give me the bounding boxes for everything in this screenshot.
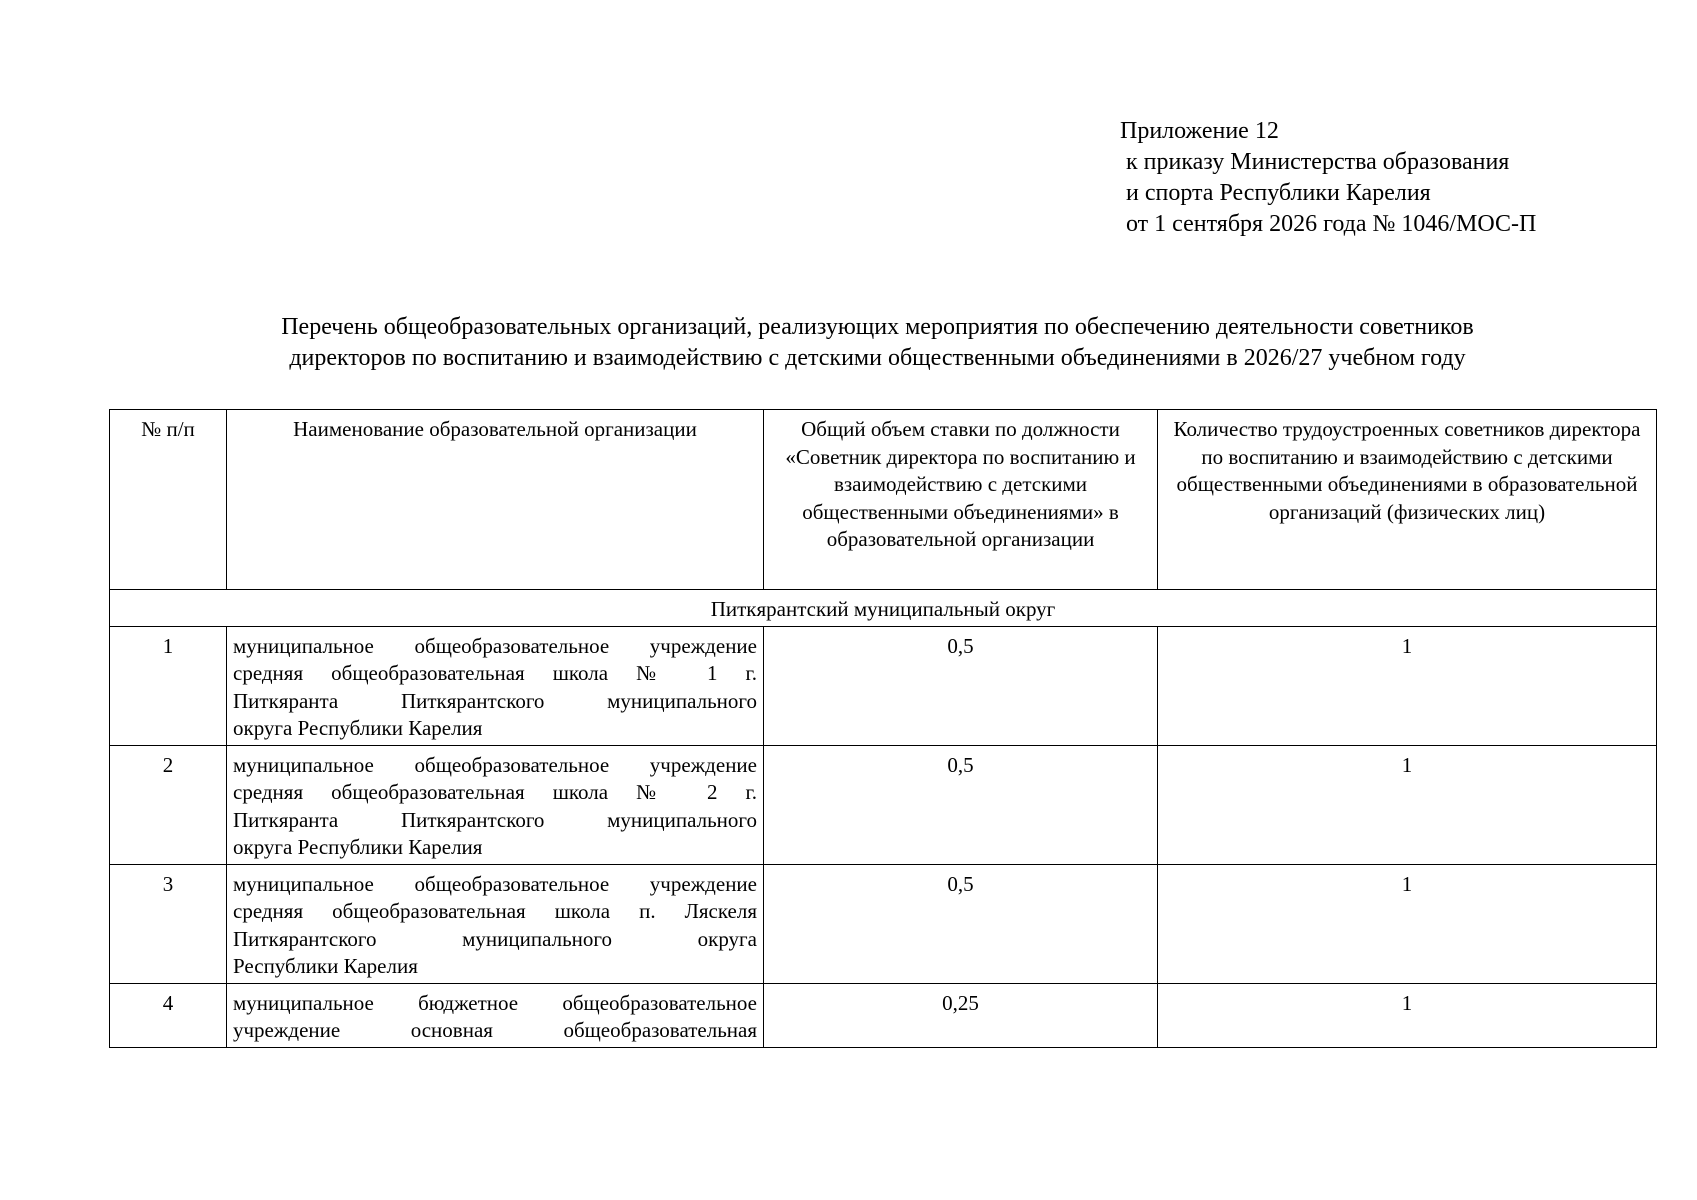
advisors-count: 1 <box>1158 983 1657 1047</box>
organization-name-line: округа Республики Карелия <box>233 835 483 859</box>
organization-name-line: округа Республики Карелия <box>233 716 483 740</box>
header-organization-name: Наименование образовательной организации <box>227 410 764 590</box>
annex-order-line: к приказу Министерства образования <box>1126 149 1510 175</box>
organization-name <box>227 864 764 983</box>
organization-name-line: Питкярантского муниципального округа <box>233 926 757 951</box>
organization-name-line: Питкяранта Питкярантского муниципального <box>233 688 757 713</box>
row-number: 2 <box>110 745 227 864</box>
row-number: 4 <box>110 983 227 1047</box>
organization-name-line: муниципальное бюджетное общеобразовательное <box>233 990 757 1015</box>
organization-name-line: средняя общеобразовательная школа п. Ляскеля <box>233 899 757 923</box>
table-header-row <box>110 410 1657 590</box>
organization-name <box>227 983 764 1047</box>
rate-volume: 0,25 <box>764 983 1158 1047</box>
table-row <box>110 626 1657 745</box>
organization-name-line: муниципальное общеобразовательное учреждение <box>233 752 757 777</box>
rate-volume: 0,5 <box>764 864 1158 983</box>
header-number: № п/п <box>110 410 227 590</box>
advisors-count: 1 <box>1158 864 1657 983</box>
section-row <box>110 590 1657 627</box>
rate-volume: 0,5 <box>764 745 1158 864</box>
organization-name-line: муниципальное общеобразовательное учреждение <box>233 871 757 896</box>
row-number: 3 <box>110 864 227 983</box>
document-title-line-2: директоров по воспитанию и взаимодействию с детскими общественными объединениями в 2026/27 учебном году <box>289 345 1466 371</box>
document-title-line-1: Перечень общеобразовательных организаций, реализующих мероприятия по обеспечению деятельности советников <box>281 314 1474 340</box>
organization-name-line: средняя общеобразовательная школа № 2 г. <box>233 780 757 804</box>
header-rate-volume: Общий объем ставки по должности «Советник директора по воспитанию и взаимодействию с детскими общественными объединениями» в образовательной организации <box>764 410 1158 590</box>
annex-ministry-line: и спорта Республики Карелия <box>1126 180 1431 206</box>
table-row <box>110 864 1657 983</box>
organization-name <box>227 626 764 745</box>
annex-title: Приложение 12 <box>1120 118 1279 144</box>
section-title: Питкярантский муниципальный округ <box>110 590 1657 627</box>
advisors-count: 1 <box>1158 745 1657 864</box>
organization-name-line: учреждение основная общеобразовательная <box>233 1018 757 1042</box>
organization-name-line: муниципальное общеобразовательное учреждение <box>233 633 757 658</box>
organization-name-line: Питкяранта Питкярантского муниципального <box>233 807 757 832</box>
advisors-count: 1 <box>1158 626 1657 745</box>
organization-name <box>227 745 764 864</box>
table-row <box>110 745 1657 864</box>
annex-date-line: от 1 сентября 2026 года № 1046/МОС-П <box>1126 211 1537 237</box>
table-row <box>110 983 1657 1047</box>
header-advisors-count: Количество трудоустроенных советников директора по воспитанию и взаимодействию с детскими общественными объединениями в образовательной организаций (физических лиц) <box>1158 410 1657 590</box>
row-number: 1 <box>110 626 227 745</box>
annex-block <box>1120 116 1536 240</box>
organization-name-line: средняя общеобразовательная школа № 1 г. <box>233 661 757 685</box>
document-title <box>100 312 1655 374</box>
organizations-table <box>109 409 1657 1048</box>
organization-name-line: Республики Карелия <box>233 954 418 978</box>
rate-volume: 0,5 <box>764 626 1158 745</box>
